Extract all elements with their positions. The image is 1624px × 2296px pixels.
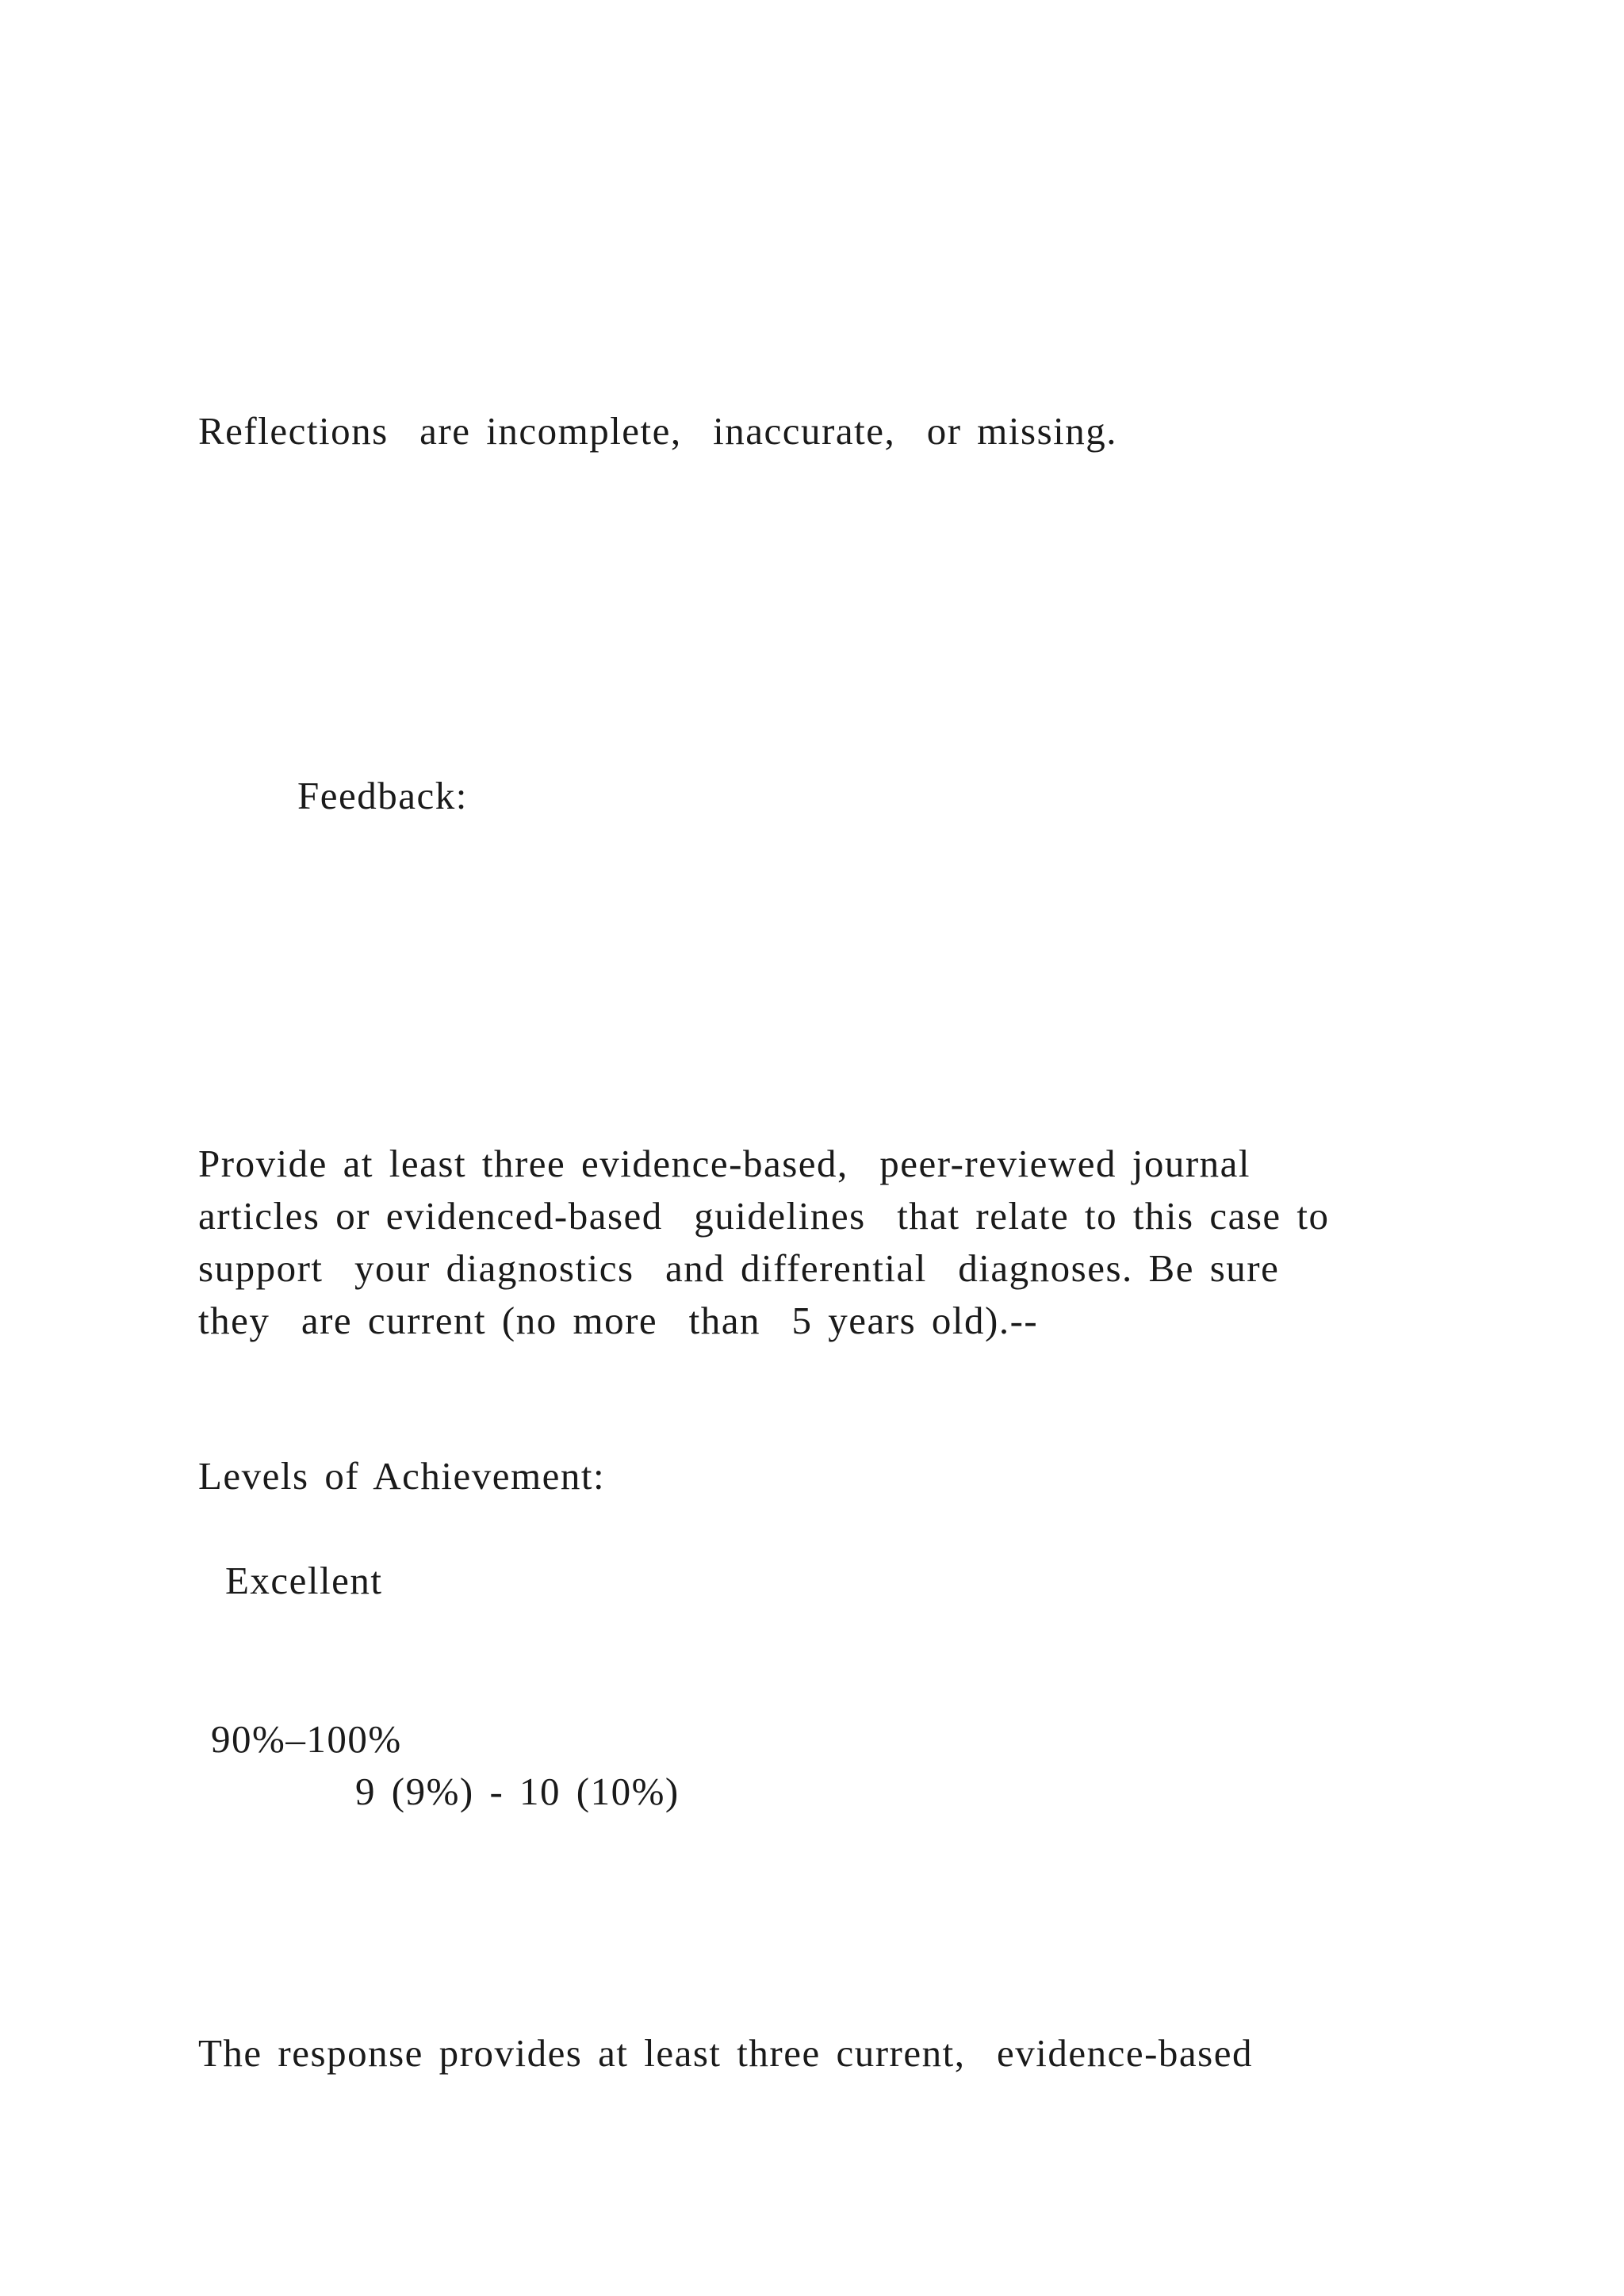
- response-text: The response provides at least three current, evidence-based: [198, 2031, 1253, 2075]
- instruction-line-1: Provide at least three evidence-based, peer-reviewed journal: [198, 1142, 1251, 1185]
- level-points: 9 (9%) - 10 (10%): [355, 1770, 680, 1813]
- level-name: Excellent: [225, 1559, 383, 1602]
- feedback-label: Feedback:: [297, 774, 468, 817]
- instruction-line-2: articles or evidenced-based guidelines that relate to this case to: [198, 1194, 1330, 1238]
- levels-heading: Levels of Achievement:: [198, 1454, 606, 1498]
- reflections-text: Reflections are incomplete, inaccurate, or missing.: [198, 409, 1118, 453]
- level-percent-range: 90%–100%: [211, 1717, 402, 1761]
- instruction-line-4: they are current (no more than 5 years old).--: [198, 1299, 1039, 1342]
- instruction-line-3: support your diagnostics and differential diagnoses. Be sure: [198, 1246, 1280, 1290]
